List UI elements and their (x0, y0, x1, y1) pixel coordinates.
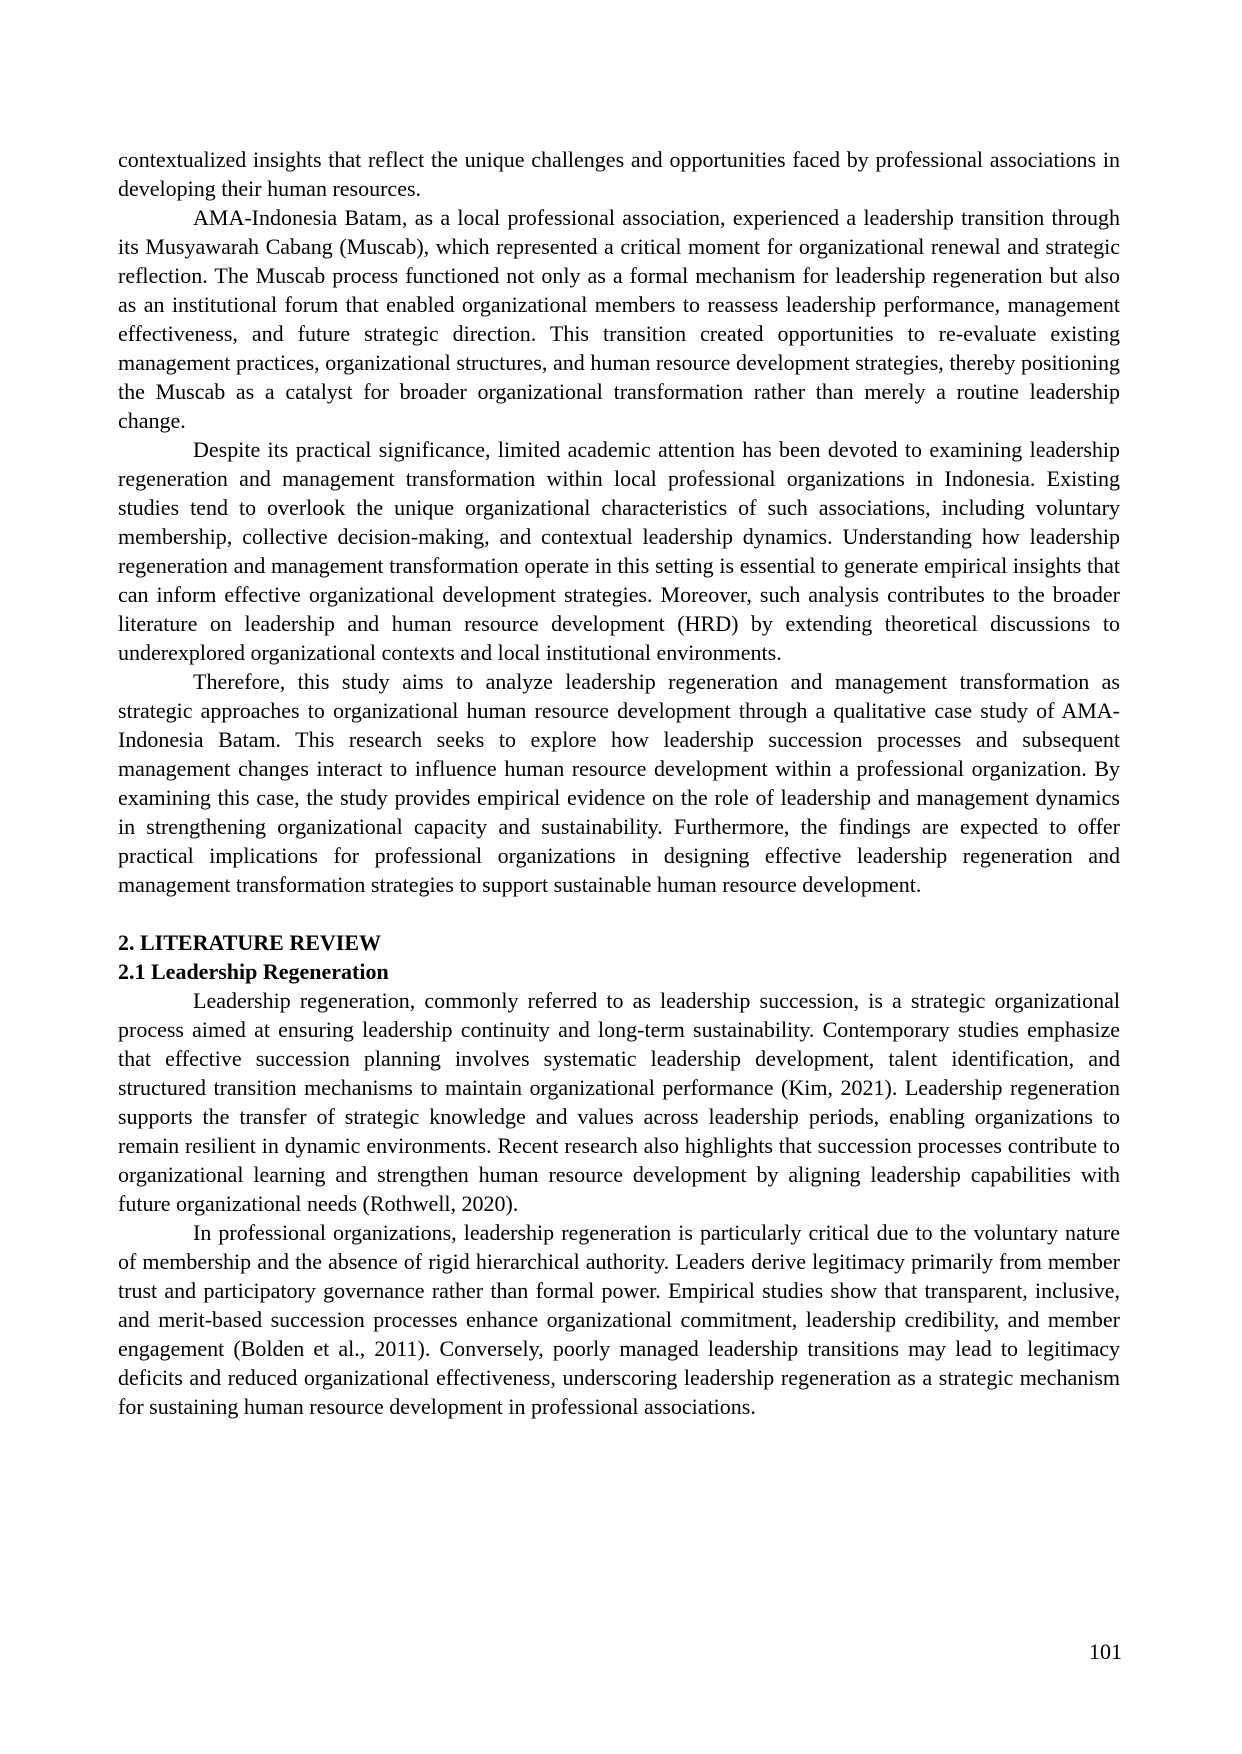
section-heading-literature-review: 2. LITERATURE REVIEW (118, 930, 382, 955)
paragraph-despite-significance: Despite its practical significance, limited academic attention has been devoted to examining leadership regeneration and management transformation within local professional organizations in Indonesia. Existing studies tend to overlook the unique organizational characteristics of such associations, including voluntary membership, collective decision-making, and contextual leadership dynamics. Understanding how leadership regeneration and management transformation operate in this setting is essential to generate empirical insights that can inform effective organizational development strategies. Moreover, such analysis contributes to the broader literature on leadership and human resource development (HRD) by extending theoretical discussions to underexplored organizational contexts and local institutional environments. (118, 437, 1120, 665)
paragraph-leadership-regeneration: Leadership regeneration, commonly referred to as leadership succession, is a strategic organizational process aimed at ensuring leadership continuity and long-term sustainability. Contemporary studies emphasize that effective succession planning involves systematic leadership development, talent identification, and structured transition mechanisms to maintain organizational performance (Kim, 2021). Leadership regeneration supports the transfer of strategic knowledge and values across leadership periods, enabling organizations to remain resilient in dynamic environments. Recent research also highlights that succession processes contribute to organizational learning and strengthen human resource development by aligning leadership capabilities with future organizational needs (Rothwell, 2020). (118, 988, 1120, 1216)
page-number: 101 (1089, 1639, 1122, 1664)
paragraph-intro-continuation: contextualized insights that reflect the unique challenges and opportunities faced by professional associations in developing their human resources. (118, 147, 1120, 201)
paragraph-ama-indonesia: AMA-Indonesia Batam, as a local professional association, experienced a leadership transition through its Musyawarah Cabang (Muscab), which represented a critical moment for organizational renewal and strategic reflection. The Muscab process functioned not only as a formal mechanism for leadership regeneration but also as an institutional forum that enabled organizational members to reassess leadership performance, management effectiveness, and future strategic direction. This transition created opportunities to re-evaluate existing management practices, organizational structures, and human resource development strategies, thereby positioning the Muscab as a catalyst for broader organizational transformation rather than merely a routine leadership change. (118, 205, 1120, 433)
paragraph-therefore-study-aims: Therefore, this study aims to analyze leadership regeneration and management transformation as strategic approaches to organizational human resource development through a qualitative case study of AMA-Indonesia Batam. This research seeks to explore how leadership succession processes and subsequent management changes interact to influence human resource development within a professional organization. By examining this case, the study provides empirical evidence on the role of leadership and management dynamics in strengthening organizational capacity and sustainability. Furthermore, the findings are expected to offer practical implications for professional organizations in designing effective leadership regeneration and management transformation strategies to support sustainable human resource development. (118, 669, 1120, 897)
paragraph-professional-organizations: In professional organizations, leadership regeneration is particularly critical due to the voluntary nature of membership and the absence of rigid hierarchical authority. Leaders derive legitimacy primarily from member trust and participatory governance rather than formal power. Empirical studies show that transparent, inclusive, and merit-based succession processes enhance organizational commitment, leadership credibility, and member engagement (Bolden et al., 2011). Conversely, poorly managed leadership transitions may lead to legitimacy deficits and reduced organizational effectiveness, underscoring leadership regeneration as a strategic mechanism for sustaining human resource development in professional associations. (118, 1220, 1120, 1419)
subsection-heading-leadership-regeneration: 2.1 Leadership Regeneration (118, 959, 389, 984)
page-body (118, 145, 1120, 1421)
